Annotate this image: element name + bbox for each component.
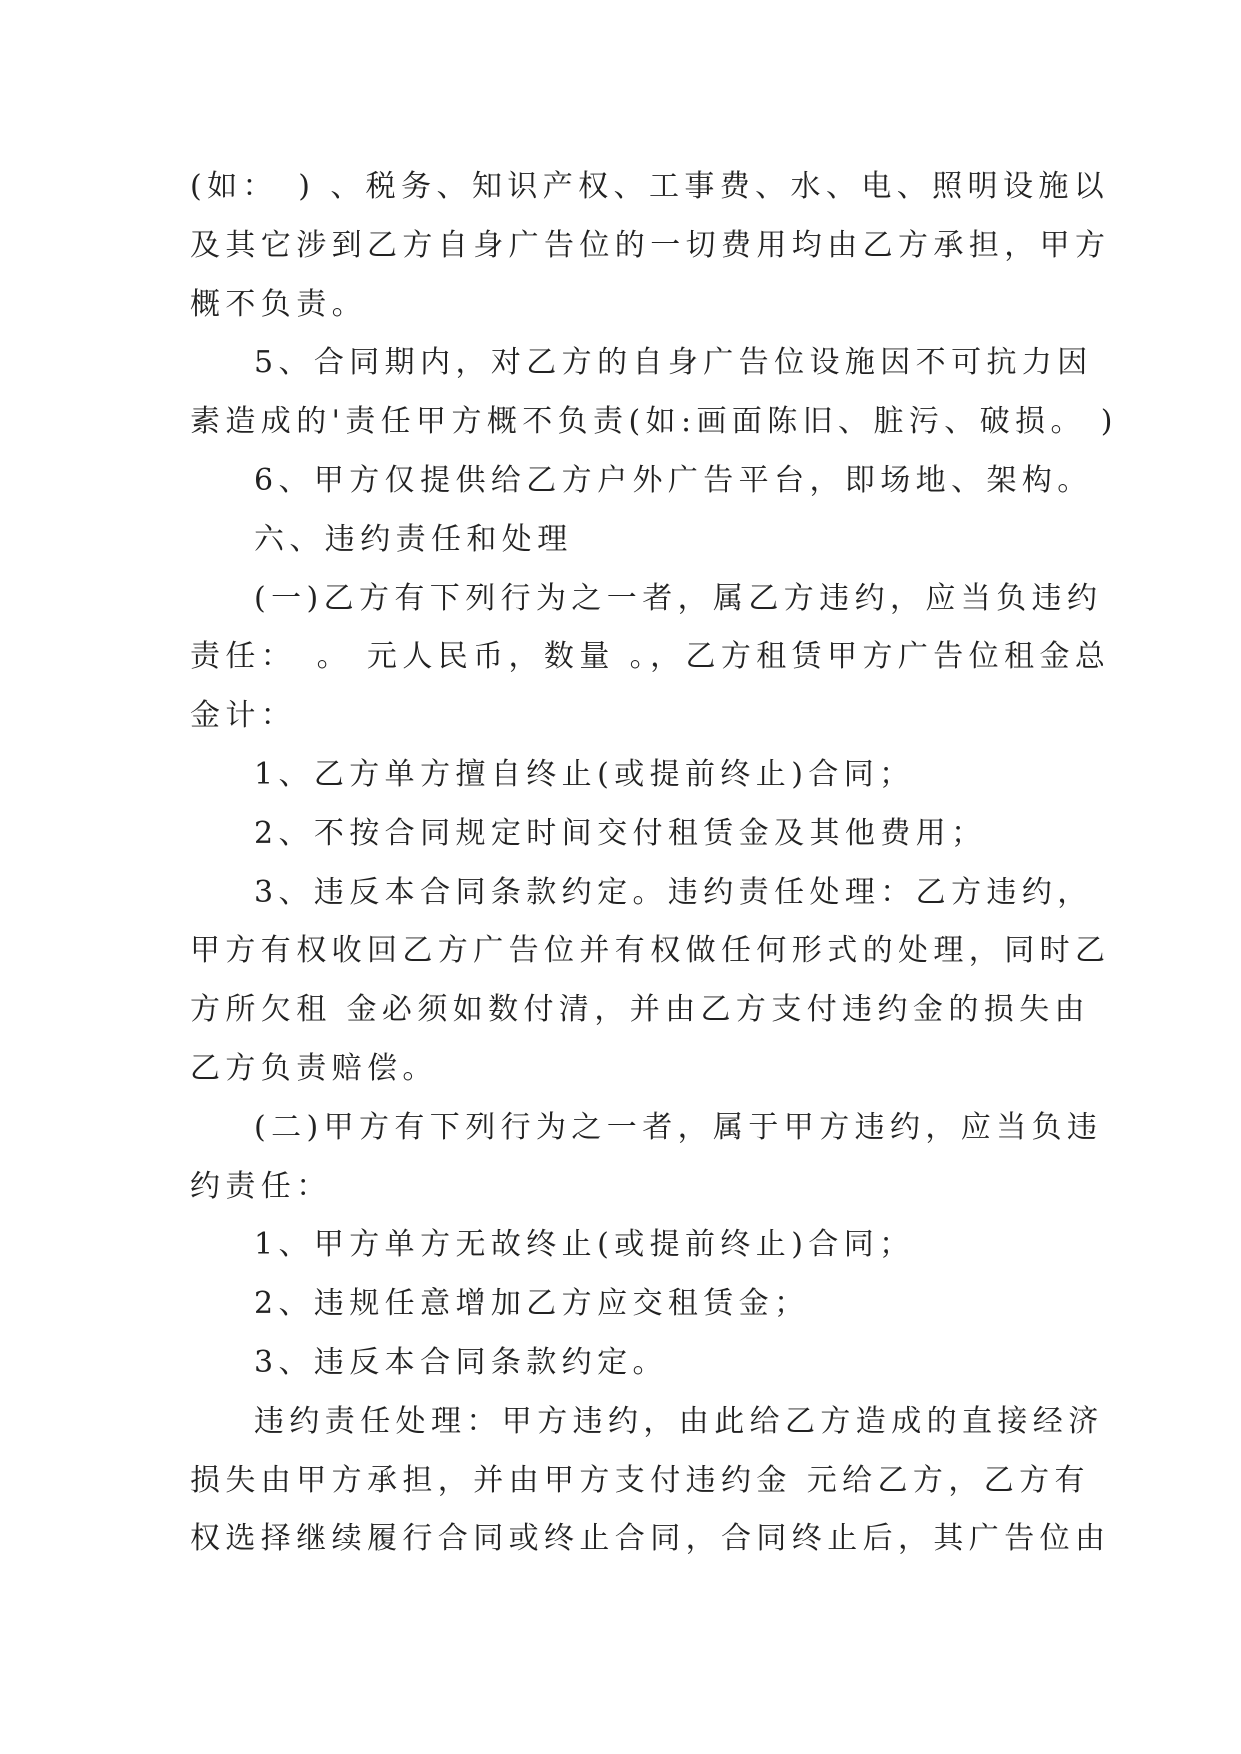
text-line: (二)甲方有下列行为之一者，属于甲方违约，应当负违 [254,1109,1103,1145]
text-line: 及其它涉到乙方自身广告位的一切费用均由乙方承担，甲方 [190,227,1111,263]
text-line: 1、甲方单方无故终止(或提前终止)合同； [254,1227,915,1263]
text-line: 方所欠租 金必须如数付清，并由乙方支付违约金的损失由 [190,992,1090,1028]
text-line: 损失由甲方承担，并由甲方支付违约金 元给乙方，乙方有 [190,1462,1090,1498]
text-line: 违约责任处理：甲方违约，由此给乙方造成的直接经济 [254,1403,1104,1439]
text-line: 2、违规任意增加乙方应交租赁金； [254,1286,810,1322]
text-line: 乙方负责赔偿。 [190,1050,438,1086]
text-line: 3、违反本合同条款约定。 [254,1344,668,1380]
text-line: 3、违反本合同条款约定。违约责任处理：乙方违约， [254,874,1093,910]
text-line: 责任： 。 元人民币，数量 。，乙方租赁甲方广告位租金总 [190,639,1111,675]
text-line: 2、不按合同规定时间交付租赁金及其他费用； [254,815,987,851]
text-line: 1、乙方单方擅自终止(或提前终止)合同； [254,756,915,792]
text-line: 甲方有权收回乙方广告位并有权做任何形式的处理，同时乙 [190,933,1111,969]
text-line: (如： ) 、税务、知识产权、工事费、水、电、照明设施以 [190,169,1110,204]
text-line: 5、合同期内，对乙方的自身广告位设施因不可抗力因 [254,345,1093,381]
section-heading: 六、违约责任和处理 [254,521,573,557]
text-line: 金计： [190,698,297,734]
text-line: 素造成的'责任甲方概不负责(如:画面陈旧、脏污、破损。 ) [190,404,1118,440]
document-body [190,158,1118,1569]
text-line: (一)乙方有下列行为之一者，属乙方违约，应当负违约 [254,580,1103,616]
text-line: 概不负责。 [190,286,367,322]
text-line: 约责任： [190,1168,332,1204]
text-line: 权选择继续履行合同或终止合同，合同终止后，其广告位由 [190,1521,1111,1557]
text-line: 6、甲方仅提供给乙方户外广告平台，即场地、架构。 [254,462,1093,498]
